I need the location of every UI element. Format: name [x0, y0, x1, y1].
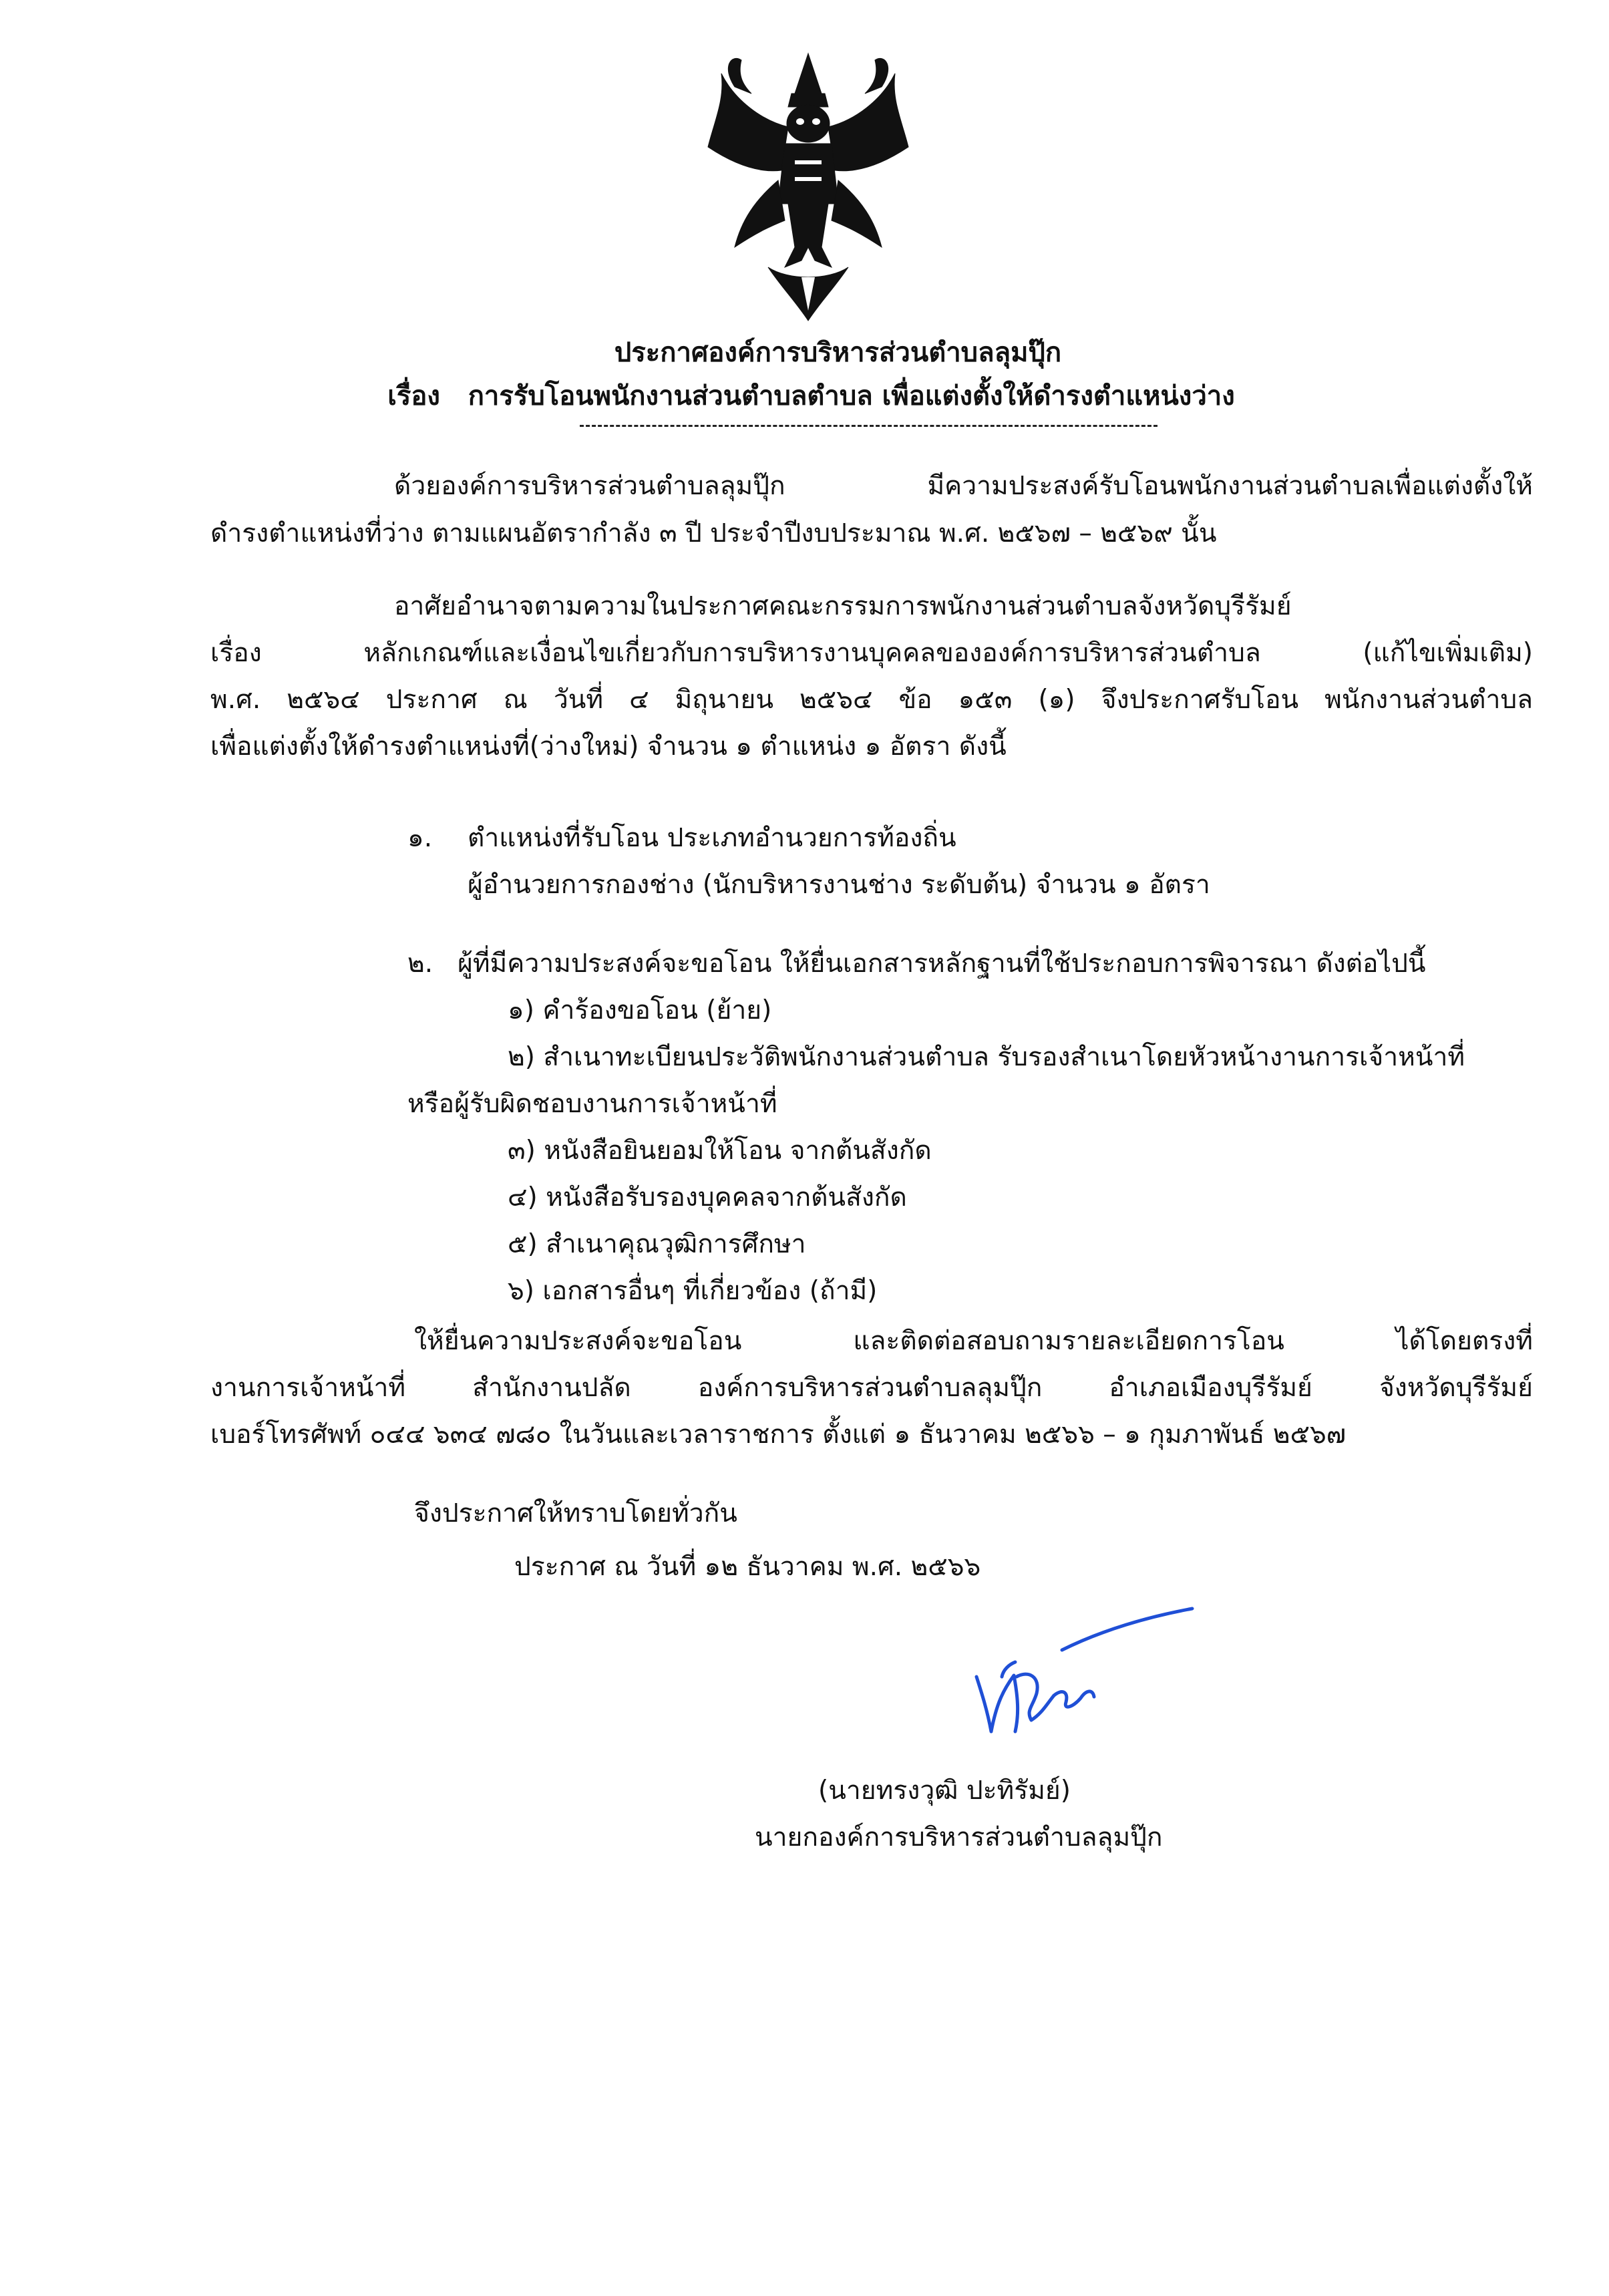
document-list-item: ๔) หนังสือรับรองบุคคลจากต้นสังกัด: [508, 1182, 907, 1212]
section1-heading: ตำแหน่งที่รับโอน ประเภทอำนวยการท้องถิ่น: [468, 823, 956, 853]
document-list-item: ๓) หนังสือยินยอมให้โอน จากต้นสังกัด: [508, 1136, 932, 1166]
signer-title: นายกองค์การบริหารส่วนตำบลลุมปุ๊ก: [755, 1822, 1163, 1852]
intro-p1-line2: ดำรงตำแหน่งที่ว่าง ตามแผนอัตรากำลัง ๓ ปี ประจำปีงบประมาณ พ.ศ. ๒๕๖๗ – ๒๕๖๙ นั้น: [210, 518, 1217, 548]
contact-line3: เบอร์โทรศัพท์ ๐๔๔ ๖๓๔ ๗๘๐ ในวันและเวลาราชการ ตั้งแต่ ๑ ธันวาคม ๒๕๖๖ – ๑ กุมภาพันธ์ ๒๕๖๗: [210, 1420, 1347, 1450]
document-list-item-continuation: หรือผู้รับผิดชอบงานการเจ้าหน้าที่: [407, 1089, 777, 1119]
document-subject: [7, 374, 1609, 417]
section2-number: ๒.: [407, 949, 433, 979]
title-separator: [580, 425, 1157, 427]
contact-line1: ให้ยื่นความประสงค์จะขอโอน และติดต่อสอบถามรายละเอียดการโอน ได้โดยตรงที่: [414, 1326, 1533, 1356]
document-list-item: ๑) คำร้องขอโอน (ย้าย): [508, 995, 772, 1025]
document-list-item: ๕) สำเนาคุณวุฒิการศึกษา: [508, 1229, 806, 1259]
intro-p2-line2: เรื่อง หลักเกณฑ์และเงื่อนไขเกี่ยวกับการบริหารงานบุคคลขององค์การบริหารส่วนตำบล (แก้ไขเพิ่มเติม): [210, 638, 1533, 668]
document-list-item: ๒) สำเนาทะเบียนประวัติพนักงานส่วนตำบล รับรองสำเนาโดยหัวหน้างานการเจ้าหน้าที่: [508, 1042, 1465, 1072]
intro-p2-line3: พ.ศ. ๒๕๖๔ ประกาศ ณ วันที่ ๔ มิถุนายน ๒๕๖๔ ข้อ ๑๕๓ (๑) จึงประกาศรับโอน พนักงานส่วนตำบล: [210, 685, 1533, 715]
document-list-item: ๖) เอกสารอื่นๆ ที่เกี่ยวข้อง (ถ้ามี): [508, 1276, 878, 1306]
subject-text: การรับโอนพนักงานส่วนตำบลตำบล เพื่อแต่งตั้งให้ดำรงตำแหน่งว่าง: [468, 381, 1235, 412]
section2-heading: ผู้ที่มีความประสงค์จะขอโอน ให้ยื่นเอกสารหลักฐานที่ใช้ประกอบการพิจารณา ดังต่อไปนี้: [458, 949, 1426, 979]
closing-announce: จึงประกาศให้ทราบโดยทั่วกัน: [414, 1498, 737, 1528]
document-title: ประกาศองค์การบริหารส่วนตำบลลุมปุ๊ก: [614, 337, 1062, 368]
announcement-date: ประกาศ ณ วันที่ ๑๒ ธันวาคม พ.ศ. ๒๕๖๖: [514, 1552, 981, 1582]
intro-p1-line1: ด้วยองค์การบริหารส่วนตำบลลุมปุ๊ก มีความประสงค์รับโอนพนักงานส่วนตำบลเพื่อแต่งตั้งให้: [394, 471, 1533, 501]
contact-line2: งานการเจ้าหน้าที่ สำนักงานปลัด องค์การบริหารส่วนตำบลลุมปุ๊ก อำเภอเมืองบุรีรัมย์ จังหวัดบุรีรัมย์: [210, 1373, 1533, 1403]
signer-name: (นายทรงวุฒิ ปะทิรัมย์): [818, 1776, 1071, 1806]
garuda-emblem-icon: [695, 47, 922, 327]
subject-label: เรื่อง: [387, 381, 440, 412]
section1-number: ๑.: [407, 823, 433, 853]
signature-icon: [962, 1577, 1202, 1777]
intro-p2-line4: เพื่อแต่งตั้งให้ดำรงตำแหน่งที่(ว่างใหม่) จำนวน ๑ ตำแหน่ง ๑ อัตรา ดังนี้: [210, 731, 1007, 762]
intro-p2-line1: อาศัยอำนาจตามความในประกาศคณะกรรมการพนักงานส่วนตำบลจังหวัดบุรีรัมย์: [394, 591, 1292, 621]
section1-detail: ผู้อำนวยการกองช่าง (นักบริหารงานช่าง ระดับต้น) จำนวน ๑ อัตรา: [468, 870, 1210, 900]
